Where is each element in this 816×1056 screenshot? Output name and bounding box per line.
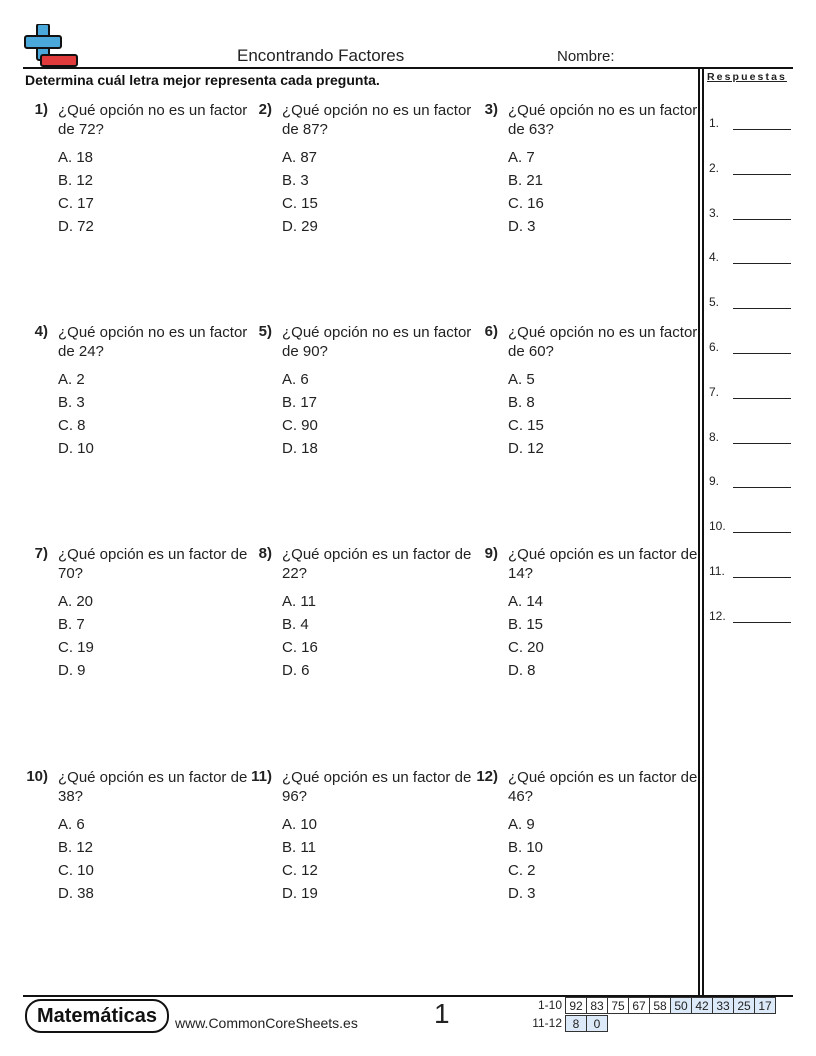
answer-option: D. 29 [282,218,318,235]
options-list [508,148,688,240]
question-text: ¿Qué opción es un factor de 46? [508,769,698,805]
answer-option: A. 18 [58,149,94,166]
options-list [508,815,688,907]
score-cell: 58 [650,998,671,1014]
answer-option: C. 12 [282,862,318,879]
answer-option: C. 16 [508,195,544,212]
answer-blank[interactable] [709,609,793,627]
answer-option: B. 11 [282,839,316,856]
answer-blank[interactable] [709,385,793,403]
options-list [508,592,688,684]
answer-option: A. 10 [282,816,318,833]
answer-number: 2. [709,160,720,175]
score-cell: 67 [629,998,650,1014]
answer-option: A. 14 [508,593,544,610]
question-number: 12) [476,768,498,785]
answer-number: 4. [709,250,720,265]
answer-option: B. 8 [508,394,535,411]
question-text: ¿Qué opción no es un factor de 72? [58,102,248,138]
answer-option: D. 9 [58,662,86,679]
answer-line[interactable] [733,174,791,175]
answer-option: C. 8 [58,417,86,434]
answer-option: B. 3 [58,394,85,411]
answer-blank[interactable] [709,564,793,582]
question-number: 5) [258,323,272,340]
options-list [282,370,462,462]
answer-option: C. 17 [58,195,94,212]
answer-option: B. 12 [58,172,94,189]
answer-option: D. 8 [508,662,536,679]
answer-option: D. 18 [282,440,318,457]
answer-line[interactable] [733,353,791,354]
answer-option: D. 3 [508,218,536,235]
score-cell: 17 [755,998,776,1014]
answer-number: 8. [709,429,720,444]
answer-number: 12. [709,608,726,623]
answer-line[interactable] [733,532,791,533]
answer-option: A. 6 [58,816,85,833]
answer-blank[interactable] [709,519,793,537]
answer-blank[interactable] [709,340,793,358]
answer-number: 7. [709,384,720,399]
answer-line[interactable] [733,577,791,578]
answer-option: C. 90 [282,417,318,434]
score-cell: 0 [587,1016,608,1032]
answer-option: A. 7 [508,149,535,166]
answer-option: A. 6 [282,371,309,388]
answer-option: D. 6 [282,662,310,679]
options-list [58,815,238,907]
question-text: ¿Qué opción es un factor de 96? [282,769,472,805]
question-number: 8) [258,545,272,562]
answer-option: D. 38 [58,885,94,902]
answer-option: C. 15 [508,417,544,434]
answer-option: A. 9 [508,816,535,833]
options-list [282,815,462,907]
answer-option: A. 2 [58,371,85,388]
options-list [58,592,238,684]
answer-number: 10. [709,519,726,534]
instructions: Determina cuál letra mejor representa cada pregunta. [25,72,380,88]
answer-blank[interactable] [709,430,793,448]
question-number: 2) [258,101,272,118]
worksheet-title: Encontrando Factores [237,46,405,65]
answer-option: B. 3 [282,172,309,189]
score-cell: 33 [713,998,734,1014]
score-cell: 75 [608,998,629,1014]
options-list [282,148,462,240]
brand-badge: Matemáticas [25,999,169,1033]
header-divider [23,67,793,69]
answer-line[interactable] [733,622,791,623]
answer-blank[interactable] [709,474,793,492]
answer-blank[interactable] [709,161,793,179]
question-number: 1) [34,101,48,118]
score-cell: 8 [566,1016,587,1032]
options-list [58,148,238,240]
options-list [58,370,238,462]
answer-option: D. 19 [282,885,318,902]
answer-option: D. 3 [508,885,536,902]
score-table [565,1015,608,1032]
question-number: 6) [484,323,498,340]
answer-option: D. 72 [58,218,94,235]
score-cell: 25 [734,998,755,1014]
answer-number: 9. [709,474,720,489]
answer-line[interactable] [733,219,791,220]
answer-option: C. 15 [282,195,318,212]
answer-blank[interactable] [709,250,793,268]
answer-option: B. 15 [508,616,544,633]
question-text: ¿Qué opción no es un factor de 60? [508,324,698,360]
answer-line[interactable] [733,263,791,264]
answer-option: C. 20 [508,639,544,656]
question-text: ¿Qué opción es un factor de 14? [508,546,698,582]
answer-line[interactable] [733,487,791,488]
score-cell: 92 [566,998,587,1014]
answer-option: B. 21 [508,172,544,189]
question-number: 7) [34,545,48,562]
options-list [282,592,462,684]
answers-heading: Respuestas [707,71,787,83]
answer-option: C. 19 [58,639,94,656]
question-number: 3) [484,101,498,118]
answer-option: B. 10 [508,839,544,856]
score-cell: 83 [587,998,608,1014]
answer-option: C. 10 [58,862,94,879]
score-row-label: 11-12 [532,1016,562,1030]
question-number: 11) [251,768,272,785]
options-list [508,370,688,462]
question-number: 10) [26,768,48,785]
question-text: ¿Qué opción es un factor de 38? [58,769,248,805]
answer-blank[interactable] [709,206,793,224]
question-text: ¿Qué opción no es un factor de 63? [508,102,698,138]
answer-option: D. 10 [58,440,94,457]
answer-number: 1. [709,116,720,130]
question-text: ¿Qué opción no es un factor de 90? [282,324,472,360]
answer-line[interactable] [733,398,791,399]
answer-option: A. 5 [508,371,535,388]
answer-blank[interactable] [709,295,793,313]
plus-minus-logo-icon [23,24,79,68]
score-cell: 50 [671,998,692,1014]
question-text: ¿Qué opción no es un factor de 87? [282,102,472,138]
answer-line[interactable] [733,443,791,444]
answer-option: C. 16 [282,639,318,656]
answer-option: A. 11 [282,593,316,610]
answer-column-border [698,67,700,995]
answer-option: C. 2 [508,862,536,879]
question-text: ¿Qué opción es un factor de 70? [58,546,248,582]
name-label: Nombre: [557,48,615,65]
answer-line[interactable] [733,308,791,309]
answer-option: A. 87 [282,149,318,166]
score-table [565,997,776,1014]
answer-option: A. 20 [58,593,94,610]
question-number: 9) [484,545,498,562]
site-url: www.CommonCoreSheets.es [175,1015,358,1031]
answer-number: 5. [709,295,720,310]
answer-option: B. 4 [282,616,309,633]
answer-option: D. 12 [508,440,544,457]
answer-option: B. 7 [58,616,85,633]
answer-number: 3. [709,205,720,220]
answer-option: B. 12 [58,839,94,856]
question-number: 4) [34,323,48,340]
page-number: 1 [434,998,450,1029]
answer-number: 11. [709,564,725,578]
answer-number: 6. [709,340,720,354]
score-row-label: 1-10 [537,998,562,1012]
question-text: ¿Qué opción es un factor de 22? [282,546,472,582]
answer-line[interactable] [733,129,791,130]
answer-column-border [702,67,704,995]
score-cell: 42 [692,998,713,1014]
answer-blank[interactable] [709,116,793,134]
answer-option: B. 17 [282,394,318,411]
question-text: ¿Qué opción no es un factor de 24? [58,324,248,360]
